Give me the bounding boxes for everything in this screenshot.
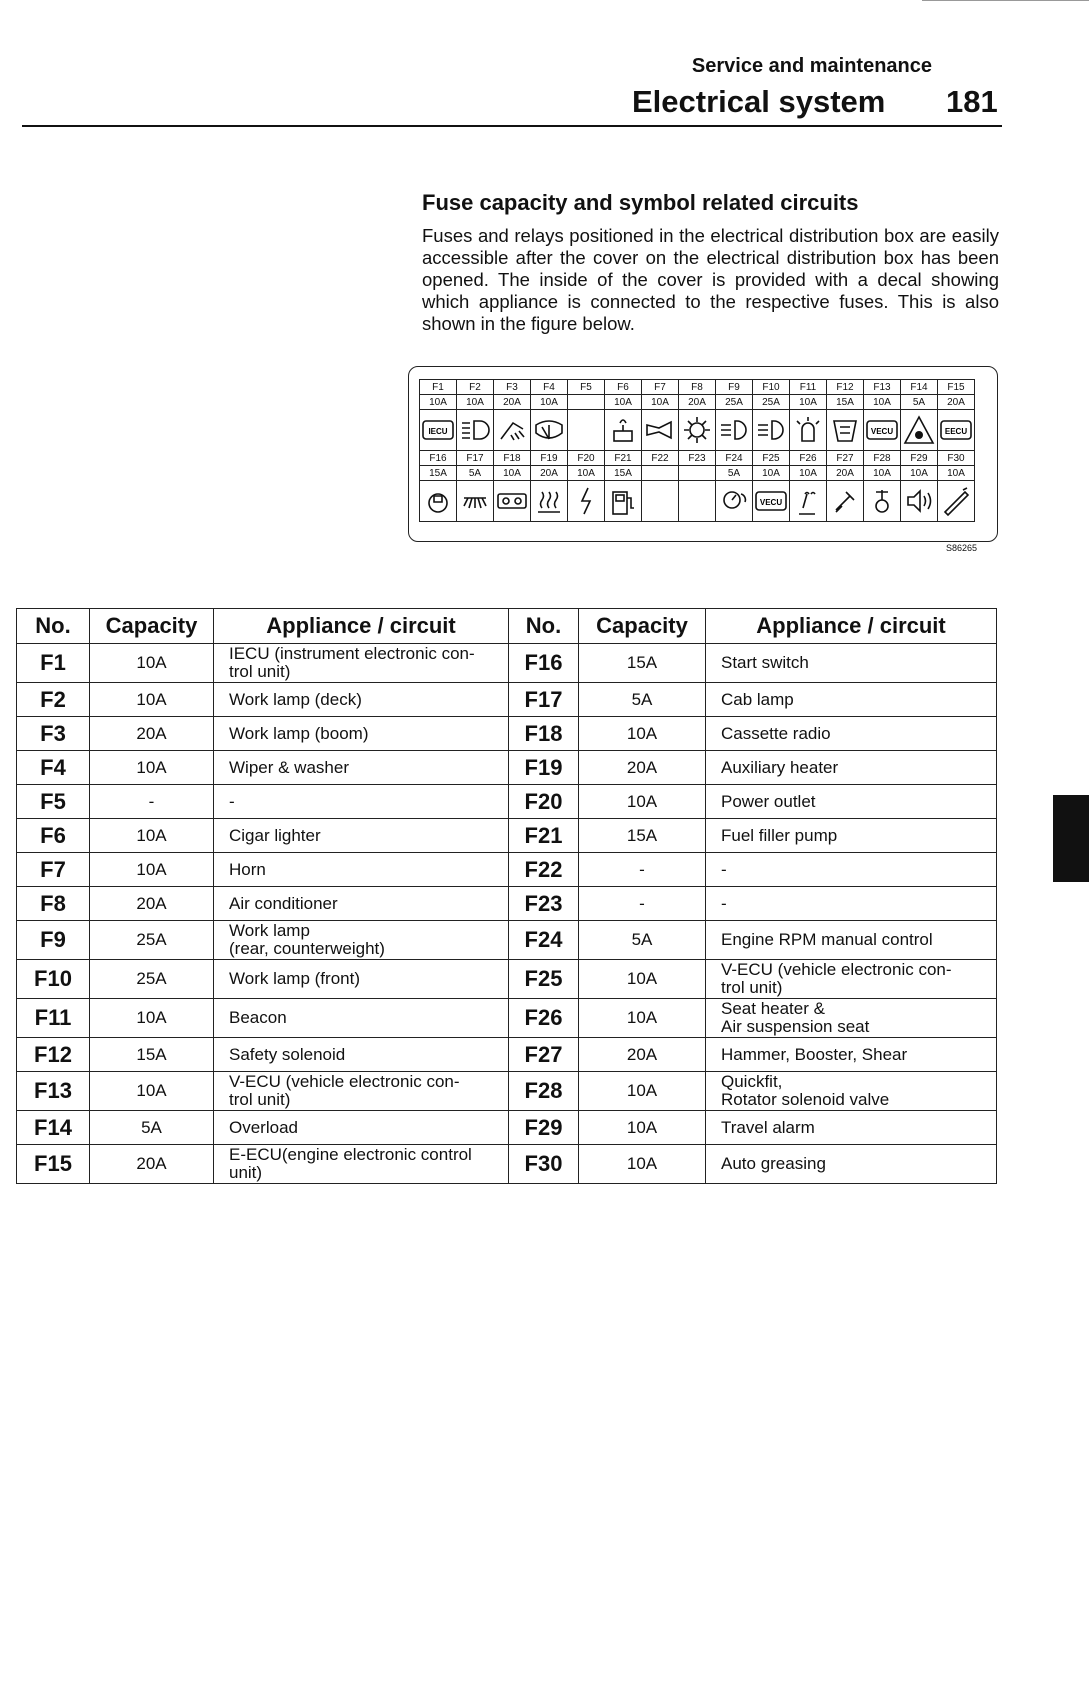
fuse-section-heading: Fuse capacity and symbol related circuits xyxy=(422,190,859,215)
fuse-capacity: 10A xyxy=(579,1072,706,1111)
decal-symbol-cell xyxy=(716,410,753,451)
decal-fuse-label: F16 xyxy=(420,451,457,466)
fuse-capacity: 20A xyxy=(90,717,214,751)
top-edge-line xyxy=(922,0,1089,1)
fuse-appliance: Quickfit, Rotator solenoid valve xyxy=(706,1072,997,1111)
decal-fuse-label: F26 xyxy=(790,451,827,466)
fuse-capacity: 5A xyxy=(579,683,706,717)
decal-fuse-label: F8 xyxy=(679,380,716,395)
decal-fuse-capacity: 5A xyxy=(716,466,753,481)
fuse-number: F15 xyxy=(17,1145,90,1184)
work-lamp-boom-icon xyxy=(495,413,529,447)
fuse-number: F20 xyxy=(509,785,579,819)
decal-fuse-capacity: 20A xyxy=(679,395,716,410)
decal-symbol-cell xyxy=(790,410,827,451)
hammer-icon xyxy=(828,484,862,518)
fuse-appliance: Hammer, Booster, Shear xyxy=(706,1038,997,1072)
fuel-filler-pump-icon xyxy=(606,484,640,518)
fuse-appliance: - xyxy=(706,853,997,887)
fuse-number: F2 xyxy=(17,683,90,717)
fuse-number: F25 xyxy=(509,960,579,999)
decal-fuse-capacity: 10A xyxy=(753,466,790,481)
decal-symbol-cell xyxy=(420,410,457,451)
fuse-box-diagram xyxy=(408,366,998,542)
fuse-capacity: 10A xyxy=(90,999,214,1038)
fuse-capacity: - xyxy=(90,785,214,819)
header-divider xyxy=(22,125,1002,127)
decal-fuse-label: F24 xyxy=(716,451,753,466)
decal-fuse-label: F12 xyxy=(827,380,864,395)
fuse-number: F7 xyxy=(17,853,90,887)
fuse-number: F16 xyxy=(509,644,579,683)
decal-fuse-capacity: 5A xyxy=(901,395,938,410)
decal-symbol-cell xyxy=(753,410,790,451)
beacon-icon xyxy=(791,413,825,447)
fuse-capacity: 15A xyxy=(579,644,706,683)
fuse-capacity: 20A xyxy=(90,887,214,921)
decal-fuse-capacity xyxy=(642,466,679,481)
column-header: Capacity xyxy=(579,609,706,644)
fuse-capacity: 10A xyxy=(90,819,214,853)
decal-fuse-capacity: 15A xyxy=(827,395,864,410)
section-title: Service and maintenance xyxy=(691,55,932,77)
table-row xyxy=(17,960,997,999)
vecu-icon xyxy=(865,413,899,447)
table-row xyxy=(17,921,997,960)
svg-text:EECU: EECU xyxy=(944,427,968,436)
page-title: Electrical system xyxy=(632,84,886,119)
decal-symbol-cell xyxy=(568,481,605,522)
decal-fuse-capacity: 10A xyxy=(790,466,827,481)
decal-fuse-label: F13 xyxy=(864,380,901,395)
table-row xyxy=(17,819,997,853)
iecu-icon xyxy=(421,413,455,447)
fuse-number: F21 xyxy=(509,819,579,853)
eecu-icon xyxy=(939,413,973,447)
fuse-number: F5 xyxy=(17,785,90,819)
fuse-appliance: Overload xyxy=(214,1111,509,1145)
fuse-number: F8 xyxy=(17,887,90,921)
decal-fuse-label: F28 xyxy=(864,451,901,466)
start-switch-icon xyxy=(421,484,455,518)
column-header: No. xyxy=(17,609,90,644)
fuse-capacity: 10A xyxy=(579,999,706,1038)
fuse-number: F18 xyxy=(509,717,579,751)
fuse-capacity: 10A xyxy=(90,644,214,683)
decal-fuse-label: F6 xyxy=(605,380,642,395)
air-conditioner-icon xyxy=(680,413,714,447)
fuse-number: F26 xyxy=(509,999,579,1038)
column-header: Capacity xyxy=(90,609,214,644)
fuse-capacity: 20A xyxy=(579,751,706,785)
cigar-lighter-icon xyxy=(606,413,640,447)
fuse-capacity: 25A xyxy=(90,921,214,960)
decal-fuse-label: F29 xyxy=(901,451,938,466)
decal-symbol-cell xyxy=(531,410,568,451)
wiper-washer-icon xyxy=(532,413,566,447)
decal-fuse-label: F23 xyxy=(679,451,716,466)
fuse-capacity: - xyxy=(579,853,706,887)
fuse-capacity: 20A xyxy=(90,1145,214,1184)
fuse-capacity: 10A xyxy=(579,1145,706,1184)
seat-heater-icon xyxy=(791,484,825,518)
fuse-appliance: V-ECU (vehicle electronic con- trol unit) xyxy=(214,1072,509,1111)
decal-fuse-label: F25 xyxy=(753,451,790,466)
table-row xyxy=(17,751,997,785)
quickfit-icon xyxy=(865,484,899,518)
fuse-appliance: Horn xyxy=(214,853,509,887)
fuse-appliance: Travel alarm xyxy=(706,1111,997,1145)
overload-icon xyxy=(902,413,936,447)
fuse-capacity: 10A xyxy=(579,1111,706,1145)
column-header: Appliance / circuit xyxy=(706,609,997,644)
decal-symbol-cell xyxy=(494,481,531,522)
decal-fuse-capacity: 20A xyxy=(827,466,864,481)
fuse-number: F6 xyxy=(17,819,90,853)
decal-symbol-cell xyxy=(568,410,605,451)
table-row xyxy=(17,1145,997,1184)
fuse-number: F9 xyxy=(17,921,90,960)
fuse-number: F24 xyxy=(509,921,579,960)
decal-fuse-label: F2 xyxy=(457,380,494,395)
decal-fuse-capacity: 10A xyxy=(531,395,568,410)
table-row xyxy=(17,683,997,717)
fuse-appliance: Fuel filler pump xyxy=(706,819,997,853)
decal-fuse-capacity: 10A xyxy=(642,395,679,410)
decal-symbol-cell xyxy=(716,481,753,522)
decal-symbol-cell xyxy=(420,481,457,522)
decal-fuse-label: F18 xyxy=(494,451,531,466)
decal-symbol-cell xyxy=(494,410,531,451)
decal-fuse-capacity: 10A xyxy=(420,395,457,410)
decal-symbol-cell xyxy=(790,481,827,522)
decal-symbol-cell xyxy=(457,481,494,522)
decal-fuse-capacity: 25A xyxy=(716,395,753,410)
engine-rpm-icon xyxy=(717,484,751,518)
column-header: No. xyxy=(509,609,579,644)
travel-alarm-icon xyxy=(902,484,936,518)
diagram-reference: S86265 xyxy=(946,543,978,553)
fuse-decal-grid xyxy=(419,379,975,522)
fuse-appliance: V-ECU (vehicle electronic con- trol unit) xyxy=(706,960,997,999)
page-number: 181 xyxy=(946,84,998,119)
decal-symbol-cell xyxy=(827,410,864,451)
fuse-capacity: 25A xyxy=(90,960,214,999)
decal-fuse-label: F30 xyxy=(938,451,975,466)
fuse-table xyxy=(16,608,997,1184)
fuse-number: F11 xyxy=(17,999,90,1038)
chapter-tab-marker xyxy=(1053,795,1089,882)
decal-fuse-capacity: 10A xyxy=(457,395,494,410)
decal-symbol-cell xyxy=(457,410,494,451)
decal-symbol-cell xyxy=(864,481,901,522)
fuse-number: F3 xyxy=(17,717,90,751)
decal-fuse-label: F10 xyxy=(753,380,790,395)
decal-symbol-cell xyxy=(642,410,679,451)
fuse-appliance: Auxiliary heater xyxy=(706,751,997,785)
svg-text:IECU: IECU xyxy=(428,427,448,436)
auxiliary-heater-icon xyxy=(532,484,566,518)
cassette-radio-icon xyxy=(495,484,529,518)
table-row xyxy=(17,717,997,751)
fuse-number: F27 xyxy=(509,1038,579,1072)
decal-symbol-cell xyxy=(753,481,790,522)
fuse-appliance: IECU (instrument electronic con- trol unit) xyxy=(214,644,509,683)
auto-greasing-icon xyxy=(939,484,973,518)
decal-fuse-capacity xyxy=(679,466,716,481)
decal-fuse-label: F7 xyxy=(642,380,679,395)
fuse-appliance: Start switch xyxy=(706,644,997,683)
decal-fuse-capacity: 10A xyxy=(864,466,901,481)
decal-fuse-label: F3 xyxy=(494,380,531,395)
decal-fuse-capacity: 10A xyxy=(901,466,938,481)
column-header: Appliance / circuit xyxy=(214,609,509,644)
fuse-number: F28 xyxy=(509,1072,579,1111)
table-row xyxy=(17,785,997,819)
fuse-appliance: Air conditioner xyxy=(214,887,509,921)
decal-fuse-capacity: 10A xyxy=(938,466,975,481)
work-lamp-front-icon xyxy=(754,413,788,447)
fuse-capacity: 10A xyxy=(579,960,706,999)
vecu-icon xyxy=(754,484,788,518)
fuse-appliance: Cigar lighter xyxy=(214,819,509,853)
fuse-capacity: 10A xyxy=(579,717,706,751)
decal-fuse-label: F22 xyxy=(642,451,679,466)
work-lamp-deck-icon xyxy=(458,413,492,447)
decal-fuse-label: F17 xyxy=(457,451,494,466)
decal-fuse-label: F21 xyxy=(605,451,642,466)
decal-fuse-capacity: 10A xyxy=(790,395,827,410)
fuse-appliance: - xyxy=(706,887,997,921)
decal-fuse-capacity: 10A xyxy=(605,395,642,410)
fuse-appliance: Work lamp (deck) xyxy=(214,683,509,717)
fuse-capacity: 10A xyxy=(90,1072,214,1111)
fuse-number: F14 xyxy=(17,1111,90,1145)
decal-symbol-cell xyxy=(679,410,716,451)
fuse-appliance: Cab lamp xyxy=(706,683,997,717)
fuse-number: F30 xyxy=(509,1145,579,1184)
decal-fuse-label: F11 xyxy=(790,380,827,395)
fuse-appliance: Work lamp (rear, counterweight) xyxy=(214,921,509,960)
decal-symbol-cell xyxy=(679,481,716,522)
svg-text:VECU: VECU xyxy=(759,498,783,507)
fuse-capacity: 20A xyxy=(579,1038,706,1072)
cab-lamp-icon xyxy=(458,484,492,518)
table-header-row xyxy=(17,609,997,644)
decal-symbol-cell xyxy=(901,481,938,522)
decal-fuse-label: F9 xyxy=(716,380,753,395)
decal-symbol-cell xyxy=(938,410,975,451)
table-row xyxy=(17,999,997,1038)
fuse-number: F10 xyxy=(17,960,90,999)
decal-fuse-capacity: 10A xyxy=(494,466,531,481)
table-row xyxy=(17,887,997,921)
svg-text:VECU: VECU xyxy=(870,427,894,436)
fuse-number: F12 xyxy=(17,1038,90,1072)
fuse-appliance: Beacon xyxy=(214,999,509,1038)
decal-fuse-capacity: 15A xyxy=(420,466,457,481)
fuse-number: F22 xyxy=(509,853,579,887)
decal-fuse-capacity: 20A xyxy=(938,395,975,410)
decal-symbol-cell xyxy=(901,410,938,451)
fuse-number: F29 xyxy=(509,1111,579,1145)
fuse-number: F4 xyxy=(17,751,90,785)
table-row xyxy=(17,853,997,887)
fuse-capacity: 5A xyxy=(90,1111,214,1145)
decal-symbol-cell xyxy=(605,481,642,522)
fuse-number: F23 xyxy=(509,887,579,921)
table-row xyxy=(17,1111,997,1145)
decal-fuse-capacity: 25A xyxy=(753,395,790,410)
fuse-appliance: E-ECU(engine electronic control unit) xyxy=(214,1145,509,1184)
decal-symbol-cell xyxy=(531,481,568,522)
fuse-capacity: 10A xyxy=(90,853,214,887)
table-row xyxy=(17,644,997,683)
fuse-capacity: 10A xyxy=(90,683,214,717)
safety-solenoid-icon xyxy=(828,413,862,447)
fuse-capacity: 10A xyxy=(90,751,214,785)
decal-fuse-capacity: 20A xyxy=(531,466,568,481)
fuse-number: F1 xyxy=(17,644,90,683)
decal-fuse-label: F20 xyxy=(568,451,605,466)
fuse-capacity: - xyxy=(579,887,706,921)
decal-fuse-label: F5 xyxy=(568,380,605,395)
fuse-appliance: Engine RPM manual control xyxy=(706,921,997,960)
fuse-capacity: 15A xyxy=(579,819,706,853)
decal-symbol-cell xyxy=(864,410,901,451)
decal-fuse-capacity: 5A xyxy=(457,466,494,481)
fuse-capacity: 10A xyxy=(579,785,706,819)
fuse-number: F19 xyxy=(509,751,579,785)
work-lamp-rear-icon xyxy=(717,413,751,447)
fuse-capacity: 15A xyxy=(90,1038,214,1072)
decal-symbol-cell xyxy=(938,481,975,522)
decal-fuse-label: F14 xyxy=(901,380,938,395)
fuse-appliance: - xyxy=(214,785,509,819)
fuse-appliance: Cassette radio xyxy=(706,717,997,751)
table-row xyxy=(17,1072,997,1111)
decal-fuse-label: F4 xyxy=(531,380,568,395)
fuse-number: F17 xyxy=(509,683,579,717)
decal-fuse-capacity: 15A xyxy=(605,466,642,481)
decal-fuse-label: F1 xyxy=(420,380,457,395)
fuse-appliance: Work lamp (front) xyxy=(214,960,509,999)
decal-fuse-capacity: 10A xyxy=(568,466,605,481)
decal-fuse-capacity: 10A xyxy=(864,395,901,410)
fuse-number: F13 xyxy=(17,1072,90,1111)
decal-fuse-capacity xyxy=(568,395,605,410)
fuse-appliance: Wiper & washer xyxy=(214,751,509,785)
fuse-section-description: Fuses and relays positioned in the electrical distribution box are easily accessible after the cover on the electrical distribution box has been opened. The inside of the cover is provided with a decal showing which appliance is connected to the respective fuses. This is also shown in the figure below. xyxy=(422,225,999,334)
fuse-capacity: 5A xyxy=(579,921,706,960)
decal-symbol-cell xyxy=(642,481,679,522)
decal-fuse-label: F15 xyxy=(938,380,975,395)
fuse-appliance: Power outlet xyxy=(706,785,997,819)
decal-symbol-cell xyxy=(827,481,864,522)
fuse-appliance: Safety solenoid xyxy=(214,1038,509,1072)
fuse-appliance: Auto greasing xyxy=(706,1145,997,1184)
horn-icon xyxy=(643,413,677,447)
power-outlet-icon xyxy=(569,484,603,518)
decal-symbol-cell xyxy=(605,410,642,451)
decal-fuse-label: F19 xyxy=(531,451,568,466)
decal-fuse-label: F27 xyxy=(827,451,864,466)
table-row xyxy=(17,1038,997,1072)
fuse-appliance: Work lamp (boom) xyxy=(214,717,509,751)
fuse-appliance: Seat heater & Air suspension seat xyxy=(706,999,997,1038)
decal-fuse-capacity: 20A xyxy=(494,395,531,410)
